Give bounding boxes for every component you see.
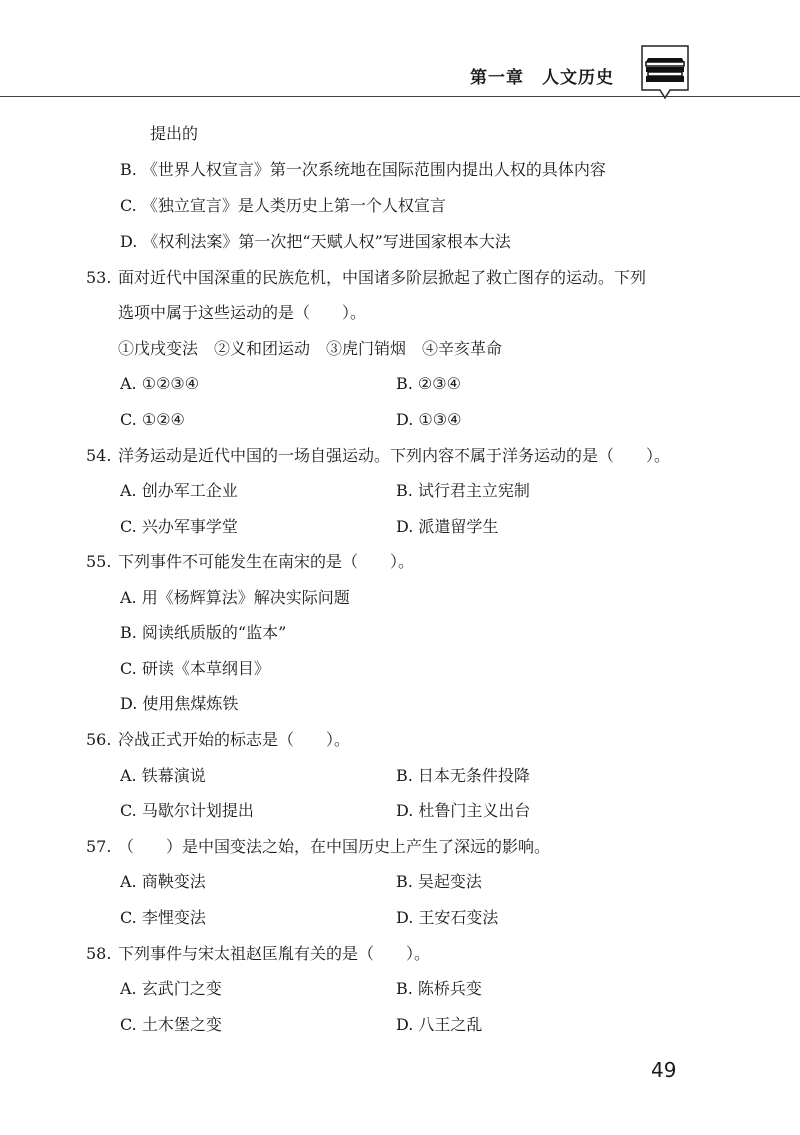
option-c: C. 兴办军事学堂 [120, 517, 238, 536]
question-stem: 下列事件与宋太祖赵匡胤有关的是（ ）。 [118, 944, 431, 963]
question-stem: 冷战正式开始的标志是（ ）。 [118, 730, 351, 749]
option-52-c: C. 《独立宣言》是人类历史上第一个人权宣言 [120, 196, 446, 215]
option-d: D. 王安石变法 [396, 908, 499, 927]
option-a: A. 创办军工企业 [120, 481, 238, 500]
chapter-title: 第一章 人文历史 [470, 68, 614, 88]
option-d: D. 使用焦煤炼铁 [120, 694, 239, 713]
question-number: 57. [86, 837, 112, 856]
option-b: B. 日本无条件投降 [396, 766, 530, 785]
option-a: A. 玄武门之变 [120, 979, 222, 998]
option-b: B. 吴起变法 [396, 872, 482, 891]
option-b: B. 试行君主立宪制 [396, 481, 530, 500]
option-a: A. ①②③④ [120, 374, 200, 393]
question-number: 58. [86, 944, 112, 963]
option-a: A. 铁幕演说 [120, 766, 206, 785]
page-number: 49 [651, 1058, 677, 1082]
option-a: A. 商鞅变法 [120, 872, 206, 891]
option-c: C. 研读《本草纲目》 [120, 659, 270, 678]
question-stem: （ ）是中国变法之始，在中国历史上产生了深远的影响。 [118, 837, 551, 856]
question-number: 53. [86, 268, 112, 287]
option-b: B. ②③④ [396, 374, 461, 393]
option-c: C. 土木堡之变 [120, 1015, 222, 1034]
question-stem-line-1: 面对近代中国深重的民族危机，中国诸多阶层掀起了救亡图存的运动。下列 [118, 268, 647, 287]
question-stem: 下列事件不可能发生在南宋的是（ ）。 [118, 552, 415, 571]
option-d: D. 八王之乱 [396, 1015, 483, 1034]
option-52-d: D. 《权利法案》第一次把“天赋人权”写进国家根本大法 [120, 232, 511, 251]
option-a: A. 用《杨辉算法》解决实际问题 [120, 588, 350, 607]
option-b: B. 阅读纸质版的“监本” [120, 623, 287, 642]
question-number: 55. [86, 552, 112, 571]
book-stack-icon [640, 44, 690, 104]
option-d: D. 派遣留学生 [396, 517, 499, 536]
option-c: C. 李悝变法 [120, 908, 206, 927]
question-stem: 洋务运动是近代中国的一场自强运动。下列内容不属于洋务运动的是（ ）。 [118, 446, 671, 465]
question-items: ①戊戌变法 ②义和团运动 ③虎门销烟 ④辛亥革命 [118, 339, 503, 358]
option-c: C. ①②④ [120, 410, 185, 429]
option-b: B. 陈桥兵变 [396, 979, 482, 998]
option-c: C. 马歇尔计划提出 [120, 801, 254, 820]
option-d: D. 杜鲁门主义出台 [396, 801, 531, 820]
option-d: D. ①③④ [396, 410, 462, 429]
question-number: 54. [86, 446, 112, 465]
question-number: 56. [86, 730, 112, 749]
option-52-b: B. 《世界人权宣言》第一次系统地在国际范围内提出人权的具体内容 [120, 160, 606, 179]
continuation-text: 提出的 [150, 124, 199, 143]
question-stem-line-2: 选项中属于这些运动的是（ ）。 [118, 303, 367, 322]
